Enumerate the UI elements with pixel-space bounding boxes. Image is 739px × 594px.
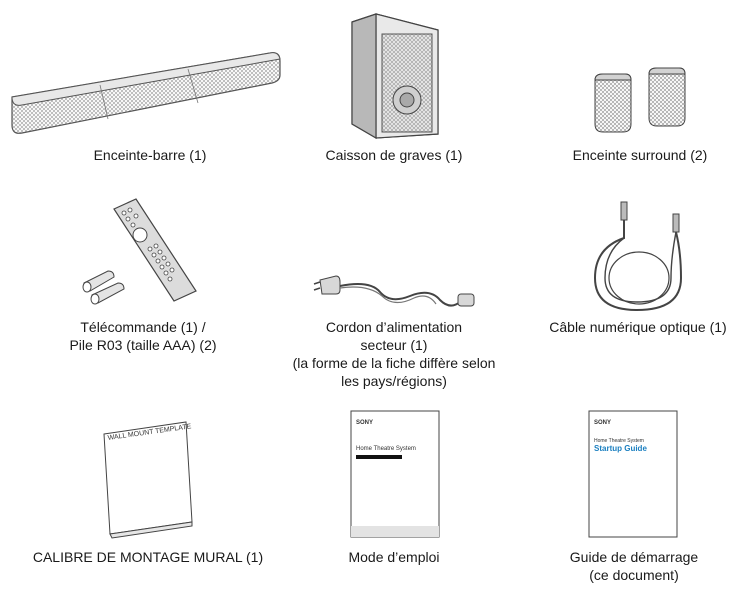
operating-instructions-illustration: [350, 410, 442, 540]
wall-mount-template-illustration: [98, 418, 198, 540]
wall-template-cover-text: WALL MOUNT TEMPLATE: [107, 423, 192, 442]
startup-guide-caption: Guide de démarrage (ce document): [569, 549, 699, 583]
surround-caption: Enceinte surround (2): [572, 147, 708, 163]
manual-cover-title: Home Theatre System: [356, 446, 416, 452]
soundbar-caption: Enceinte-barre (1): [93, 147, 207, 163]
power-cord-caption: Cordon d’alimentation secteur (1) (la forme de la fiche diffère selon les pays/régions): [292, 319, 496, 389]
optical-cable-caption: Câble numérique optique (1): [549, 319, 727, 335]
manual-brand: SONY: [356, 420, 374, 426]
startup-guide-brand: SONY: [594, 420, 612, 426]
remote-and-batteries-illustration: [78, 195, 208, 313]
power-cord-illustration: [310, 270, 480, 315]
remote-caption: Télécommande (1) / Pile R03 (taille AAA) (2): [69, 319, 217, 353]
subwoofer-illustration: [350, 12, 440, 142]
surround-speakers-illustration: [585, 66, 700, 136]
subwoofer-caption: Caisson de graves (1): [325, 147, 463, 163]
wall-template-caption: CALIBRE DE MONTAGE MURAL (1): [32, 549, 264, 565]
soundbar-illustration: [8, 45, 288, 140]
startup-guide-illustration: [588, 410, 680, 540]
manual-caption: Mode d’emploi: [348, 549, 440, 565]
startup-guide-cover-subtitle: Startup Guide: [594, 444, 647, 453]
optical-cable-illustration: [585, 198, 695, 316]
startup-guide-cover-title: Home Theatre System: [594, 438, 644, 444]
